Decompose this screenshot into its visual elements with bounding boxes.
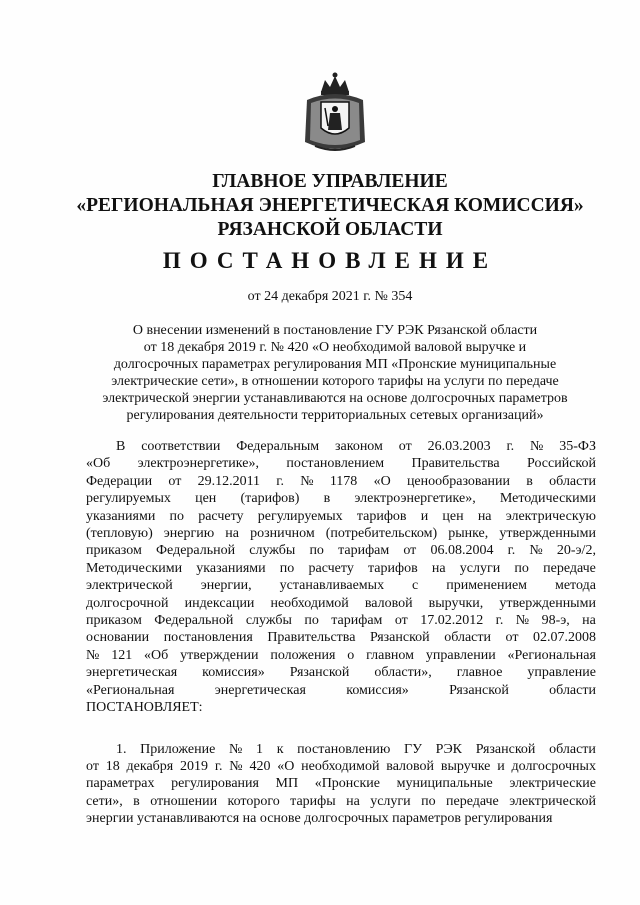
word: № <box>86 647 100 663</box>
text-line <box>86 490 596 507</box>
word: электрические <box>509 776 596 792</box>
word: параметрах <box>86 776 155 792</box>
word: цен <box>195 491 217 507</box>
word: «Об <box>144 647 169 663</box>
word: долгосрочной <box>86 595 169 611</box>
word: применением <box>446 578 528 594</box>
word: по <box>169 508 185 524</box>
text-line <box>86 664 596 681</box>
text-line <box>86 577 596 594</box>
word: тарифов <box>356 508 407 524</box>
word: № <box>530 439 544 454</box>
word: 121 <box>111 647 133 663</box>
word: по <box>304 613 319 629</box>
word: регулирования <box>464 811 553 827</box>
word: от <box>394 613 408 629</box>
word: (потребительском) <box>325 526 438 542</box>
word: рынке, <box>448 526 489 542</box>
word: регулирования <box>171 776 259 792</box>
word: управление <box>527 665 596 681</box>
word: на <box>225 526 239 542</box>
word: по <box>421 793 436 809</box>
word: 2019 <box>180 758 209 774</box>
subject-line: электрические сети», в отношении которого тарифы на услуги по передаче <box>111 374 559 389</box>
word: 35-ФЗ <box>559 439 596 454</box>
word: области», <box>374 665 432 681</box>
subject-line: регулирования деятельности территориальных сетевых организаций» <box>126 408 544 423</box>
word: Рязанской <box>475 741 536 757</box>
word: (тарифов) <box>240 491 300 507</box>
word: регулируемых <box>257 508 343 524</box>
word: комиссия» <box>202 665 265 681</box>
word: 98-э, <box>541 613 570 629</box>
word: от <box>403 543 417 559</box>
word: Российской <box>527 456 596 472</box>
org-line: ГЛАВНОЕ УПРАВЛЕНИЕ <box>212 171 448 192</box>
word: муниципальные <box>396 776 493 792</box>
word: энергии, <box>200 578 252 594</box>
text-line <box>86 775 596 792</box>
subject-line: О внесении изменений в постановление ГУ РЭК Рязанской области <box>132 323 538 338</box>
word: по <box>309 543 324 559</box>
word: от <box>86 758 99 774</box>
word: энергию <box>163 526 215 542</box>
subject-line: долгосрочных параметрах регулирования МП «Пронские муниципальные <box>113 357 557 372</box>
word: устанавливаемых <box>279 578 385 594</box>
word: в <box>323 491 331 507</box>
word: № <box>228 741 243 757</box>
word: электроэнергетике», <box>354 491 476 507</box>
text-line <box>86 612 596 629</box>
word: энергии <box>86 811 137 827</box>
word: «Об <box>86 456 111 472</box>
word: тарифам <box>331 613 383 629</box>
word: на <box>242 811 260 827</box>
word: области <box>444 630 491 646</box>
word: с <box>412 578 419 594</box>
word: метода <box>554 578 596 594</box>
subject-line: электрической энергии устанавливаются на основе долгосрочных параметров <box>102 391 568 406</box>
document-subject <box>70 322 600 424</box>
word: по <box>514 560 529 576</box>
word: Рязанской <box>449 682 509 698</box>
word: постановления <box>163 630 253 646</box>
word: валовой <box>364 595 413 611</box>
word: долгосрочных <box>511 758 596 774</box>
word: области <box>549 682 596 698</box>
word: 26.03.2003 <box>427 439 491 454</box>
word: на <box>477 508 492 524</box>
word: указаниями <box>86 508 156 524</box>
text-line <box>86 682 596 699</box>
word: энергетическая <box>86 665 178 681</box>
word: 02.07.2008 <box>532 630 596 646</box>
word: индексации <box>184 595 255 611</box>
text-line <box>86 758 596 775</box>
word: декабря <box>126 758 174 774</box>
word: Федеральной <box>154 613 234 629</box>
word: постановлением <box>286 456 385 472</box>
word: соответствии <box>141 439 221 454</box>
word: регулируемых <box>86 491 171 507</box>
word: В <box>116 439 126 454</box>
word: цен <box>442 508 464 524</box>
word: комиссия» <box>346 682 409 698</box>
word: «О <box>277 758 295 774</box>
text-line <box>86 793 596 810</box>
text-line <box>86 542 596 559</box>
word: области <box>549 473 596 489</box>
word: № <box>515 613 530 629</box>
word: 06.08.2004 <box>430 543 494 559</box>
word: 17.02.2012 <box>420 613 484 629</box>
word: расчету <box>308 560 354 576</box>
word: валовой <box>386 758 435 774</box>
word: г. <box>276 473 284 489</box>
word: необходимой <box>301 758 380 774</box>
word: № <box>529 543 543 559</box>
item-1-paragraph <box>86 741 596 828</box>
word: в <box>526 473 533 489</box>
document-type: ПОСТАНОВЛЕНИЕ <box>162 248 498 273</box>
word: главном <box>366 647 415 663</box>
document-date: от 24 декабря 2021 г. № 354 <box>247 289 413 304</box>
text-line <box>86 525 596 542</box>
word: (тепловую) <box>86 526 153 542</box>
word: ПОСТАНОВЛЯЕТ: <box>86 700 203 716</box>
word: № <box>300 473 314 489</box>
word: службы <box>249 543 296 559</box>
word: от <box>398 439 412 454</box>
word: г. <box>506 439 515 454</box>
word: приказом <box>86 613 142 629</box>
word: № <box>229 758 243 774</box>
word: энергетическая <box>214 682 306 698</box>
word: о <box>347 647 355 663</box>
text-line <box>86 629 596 646</box>
word: электрической <box>86 578 173 594</box>
text-line <box>86 595 596 612</box>
word: к <box>276 741 284 757</box>
word: и <box>420 508 429 524</box>
word: Федерации <box>86 473 153 489</box>
word: утверждении <box>180 647 259 663</box>
word: г. <box>214 758 223 774</box>
word: на <box>582 613 596 629</box>
word: ГУ <box>403 741 422 757</box>
word: законом <box>334 439 383 454</box>
word: г. <box>507 543 516 559</box>
word: электроэнергетике», <box>137 456 259 472</box>
text-line <box>86 455 596 472</box>
word: службы <box>245 613 292 629</box>
text-line <box>86 647 596 664</box>
word: долгосрочных <box>304 811 393 827</box>
word: 420 <box>249 758 271 774</box>
word: тарифам <box>338 543 390 559</box>
text-line <box>86 741 596 758</box>
word: тарифов <box>368 560 418 576</box>
word: от <box>168 473 182 489</box>
document-body <box>86 438 596 828</box>
text-line <box>86 560 596 577</box>
word: «О <box>373 473 391 489</box>
word: выручки, <box>428 595 484 611</box>
text-line <box>86 438 596 455</box>
word: основе <box>259 811 305 827</box>
text-line <box>86 473 596 490</box>
subject-line: от 18 декабря 2019 г. № 420 «О необходимой валовой выручке и <box>143 340 527 355</box>
word: Федеральной <box>155 543 236 559</box>
word: услуги <box>370 793 411 809</box>
word: передаче <box>543 560 596 576</box>
word: ценообразовании <box>406 473 511 489</box>
word: Правительства <box>267 630 356 646</box>
word: Методическими <box>499 491 596 507</box>
word: основании <box>86 630 150 646</box>
word: положения <box>270 647 336 663</box>
word: Федеральным <box>236 439 320 454</box>
preamble-paragraph <box>86 438 596 717</box>
word: услуги <box>459 560 501 576</box>
word: 29.12.2011 <box>197 473 261 489</box>
word: «Региональная <box>86 682 175 698</box>
word: на <box>431 560 446 576</box>
word: которого <box>227 793 280 809</box>
word: электрическую <box>505 508 596 524</box>
word: Рязанской <box>289 665 350 681</box>
word: области <box>549 741 596 757</box>
word: главное <box>456 665 503 681</box>
word: тарифы <box>290 793 336 809</box>
word: Приложение <box>140 741 216 757</box>
word: указаниями <box>196 560 266 576</box>
ryazan-coat-of-arms-icon <box>299 70 371 156</box>
word: параметров <box>392 811 465 827</box>
organization-title <box>40 170 620 242</box>
word: Рязанской <box>369 630 430 646</box>
word: передаче <box>446 793 499 809</box>
word: от <box>505 630 519 646</box>
word: «Региональная <box>507 647 596 663</box>
word: РЭК <box>435 741 463 757</box>
word: управлении <box>425 647 496 663</box>
text-line <box>86 699 596 716</box>
word: 18 <box>105 758 120 774</box>
word: электрической <box>509 793 596 809</box>
word: 1 <box>256 741 264 757</box>
word: по <box>279 560 295 576</box>
word: постановлению <box>297 741 391 757</box>
word: сети», <box>86 793 123 809</box>
word: устанавливаются <box>136 811 243 827</box>
word: г. <box>495 613 504 629</box>
word: отношении <box>150 793 218 809</box>
text-line <box>86 810 596 827</box>
org-line: РЯЗАНСКОЙ ОБЛАСТИ <box>217 219 443 240</box>
word: необходимой <box>270 595 349 611</box>
word: 1. <box>116 741 127 757</box>
word: Методическими <box>86 560 183 576</box>
word: приказом <box>86 543 142 559</box>
word: в <box>133 793 140 809</box>
text-line <box>86 508 596 525</box>
word: на <box>346 793 360 809</box>
word: расчету <box>198 508 244 524</box>
word: утвержденными <box>499 526 596 542</box>
word: «Пронские <box>314 776 381 792</box>
word: выручке <box>440 758 491 774</box>
word: 20-э/2, <box>556 543 596 559</box>
org-line: «РЕГИОНАЛЬНАЯ ЭНЕРГЕТИЧЕСКАЯ КОМИССИЯ» <box>76 195 584 216</box>
word: 1178 <box>329 473 358 489</box>
word: МП <box>275 776 299 792</box>
word: розничном <box>250 526 315 542</box>
word: утвержденными <box>499 595 596 611</box>
word: и <box>497 758 505 774</box>
word: Правительства <box>411 456 500 472</box>
